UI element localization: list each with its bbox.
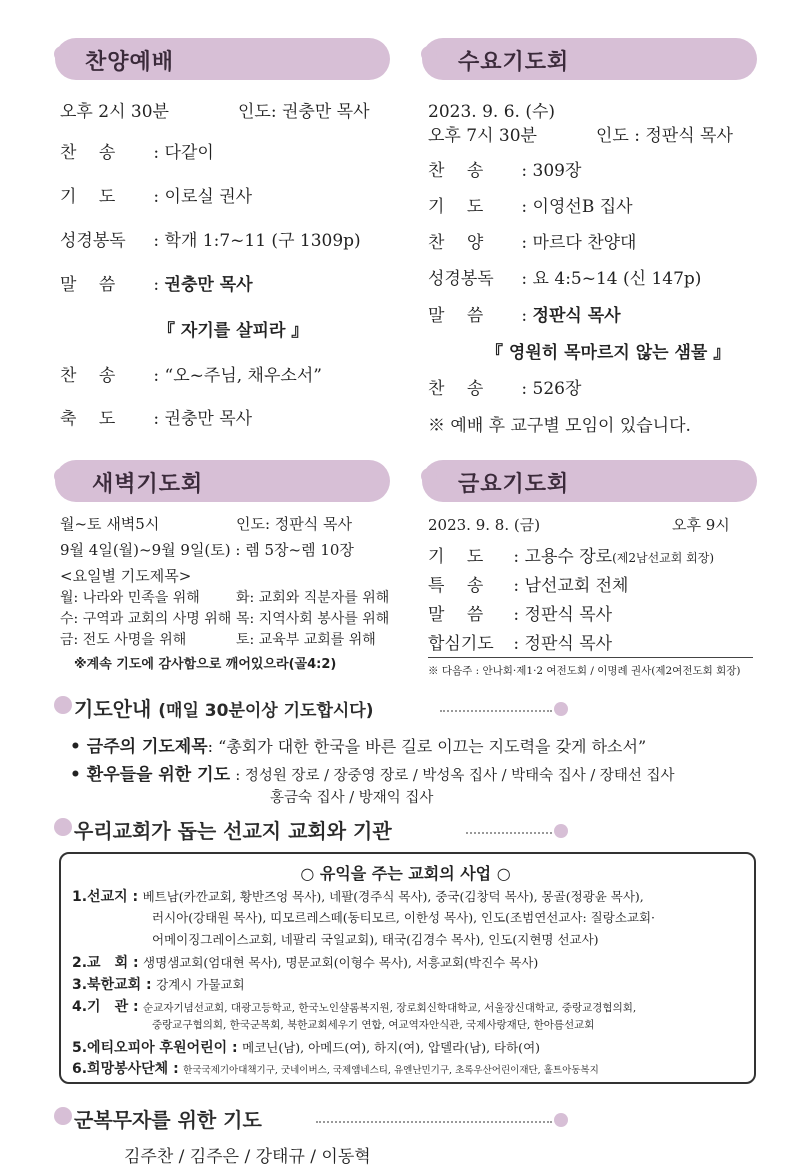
wednesday-sermon-title: 『 영원히 목마르지 않는 샘물 』 — [486, 343, 731, 363]
dawn-subtitle: <요일별 기도제목> — [60, 567, 192, 585]
dawn-item: 화: 교회와 직분자를 위해 — [236, 590, 390, 606]
missions-item: 5.에티오피아 후원어린이 : 메코닌(남), 아메드(여), 하지(여), 압델라(남), 타하(여) — [72, 1040, 541, 1056]
pill-dot — [54, 46, 70, 62]
friday-title: 금요기도회 — [458, 472, 570, 497]
dawn-item: 토: 교육부 교회를 위해 — [236, 632, 376, 648]
section-end-dot — [554, 824, 568, 838]
friday-row: 말 씀 : 정판식 목사 — [428, 605, 613, 625]
wednesday-row: 말 씀 : 정판식 목사 — [428, 306, 621, 326]
friday-note: ※ 다음주 : 안나회·제1·2 여전도회 / 이명례 권사(제2여전도회 회장) — [428, 665, 741, 677]
missions-item-line: 어메이징그레이스교회, 네팔리 국일교회), 태국(김경수 목사), 인도(지현명 선교사) — [152, 932, 599, 947]
friday-time: 오후 9시 — [672, 516, 730, 534]
dawn-dates: 9월 4일(월)~9월 9일(토) : 렘 5장~렘 10장 — [60, 541, 354, 559]
pill-dot — [421, 468, 437, 484]
dawn-verse: ※계속 기도에 감사함으로 깨어있으라(골4:2) — [74, 657, 337, 672]
worship-row: 찬 송 : “오~주님, 채우소서” — [60, 366, 322, 386]
friday-row: 기 도 : 고용수 장로(제2남선교회 회장) — [428, 547, 715, 567]
friday-row: 특 송 : 남선교회 전체 — [428, 576, 629, 596]
worship-row: 기 도 : 이로실 권사 — [60, 187, 253, 207]
wednesday-row: 성경봉독 : 요 4:5~14 (신 147p) — [428, 269, 702, 289]
military-names: 김주찬 / 김주은 / 강태규 / 이동혁 — [124, 1147, 371, 1167]
friday-row: 합심기도 : 정판식 목사 — [428, 634, 613, 654]
wednesday-row: 찬 양 : 마르다 찬양대 — [428, 233, 637, 253]
pill-dot — [54, 468, 70, 484]
prayer-item: • 금주의 기도제목: “총회가 대한 한국을 바른 길로 이끄는 지도력을 갖게 하소서” — [70, 737, 647, 757]
section-dot — [54, 1107, 72, 1125]
prayer-item-continuation: 홍금숙 집사 / 방재익 집사 — [270, 790, 434, 806]
dotted-leader — [440, 710, 552, 712]
worship-row: 성경봉독 : 학개 1:7~11 (구 1309p) — [60, 231, 361, 251]
worship-leader: 인도: 권충만 목사 — [238, 102, 370, 122]
worship-sermon-title: 『 자기를 살피라 』 — [158, 321, 309, 341]
missions-item: 6.희망봉사단체 : 한국국제기아대책기구, 굿네이버스, 국제앰네스티, 유엔난민기구, 초록우산어린이재단, 홀트아동복지 — [72, 1061, 599, 1077]
section-dot — [54, 696, 72, 714]
missions-item: 4.기 관 : 순교자기념선교회, 대광고등학교, 한국노인샬롬복지원, 장로회신학대학교, 서울장신대학교, 중랑교경협의회, — [72, 999, 637, 1015]
dawn-item: 금: 전도 사명을 위해 — [60, 632, 187, 648]
missions-item: 3.북한교회 : 강계시 가물교회 — [72, 977, 245, 993]
wednesday-leader: 인도 : 정판식 목사 — [596, 126, 733, 146]
wednesday-date: 2023. 9. 6. (수) — [428, 102, 556, 122]
missions-title: 우리교회가 돕는 선교지 교회와 기관 — [74, 819, 392, 843]
section-dot — [54, 818, 72, 836]
missions-item: 1.선교지 : 베트남(카깐교회, 황반즈엉 목사), 네팔(경주식 목사), 중국(김창덕 목사), 몽골(정광윤 목사), — [72, 889, 644, 905]
dawn-title: 새벽기도회 — [92, 472, 204, 497]
friday-divider — [428, 657, 753, 658]
worship-title: 찬양예배 — [85, 50, 175, 75]
wednesday-row: 찬 송 : 526장 — [428, 379, 582, 399]
worship-row: 축 도 : 권충만 목사 — [60, 409, 253, 429]
wednesday-row: 찬 송 : 309장 — [428, 161, 582, 181]
worship-row: 찬 송 : 다같이 — [60, 143, 214, 163]
dawn-item: 수: 구역과 교회의 사명 위해 — [60, 611, 232, 627]
worship-row: 말 씀 : 권충만 목사 — [60, 275, 253, 295]
dotted-leader — [466, 832, 552, 834]
prayer-item: • 환우들을 위한 기도 : 정성원 장로 / 장중영 장로 / 박성옥 집사 / 박태숙 집사 / 장태선 집사 — [70, 765, 675, 785]
missions-item-line: 러시아(강태원 목사), 띠모르레스떼(동티모르, 이한성 목사), 인도(조범연선교사: 질랑소교회· — [152, 910, 656, 925]
dawn-leader: 인도: 정판식 목사 — [236, 515, 353, 533]
missions-item: 2.교 회 : 생명샘교회(엄대현 목사), 명문교회(이형수 목사), 서흥교회(박진수 목사) — [72, 955, 539, 971]
pill-dot — [421, 46, 437, 62]
military-title: 군복무자를 위한 기도 — [74, 1108, 262, 1132]
wednesday-note: ※ 예배 후 교구별 모임이 있습니다. — [428, 416, 691, 436]
worship-time: 오후 2시 30분 — [60, 102, 169, 122]
missions-box-title: ○ 유익을 주는 교회의 사업 ○ — [300, 864, 511, 883]
wednesday-row: 기 도 : 이영선B 집사 — [428, 197, 633, 217]
dotted-leader — [316, 1121, 552, 1123]
dawn-item: 월: 나라와 민족을 위해 — [60, 590, 200, 606]
prayer-guide-title: 기도안내 (매일 30분이상 기도합시다) — [74, 697, 374, 721]
section-end-dot — [554, 702, 568, 716]
friday-date: 2023. 9. 8. (금) — [428, 516, 541, 534]
dawn-item: 목: 지역사회 봉사를 위해 — [236, 611, 390, 627]
wednesday-title: 수요기도회 — [458, 50, 570, 75]
wednesday-time: 오후 7시 30분 — [428, 126, 537, 146]
dawn-time: 월~토 새벽5시 — [60, 515, 160, 533]
section-end-dot — [554, 1113, 568, 1127]
missions-item-line: 중랑교구협의회, 한국군목회, 북한교회세우기 연합, 여교역자안식관, 국제사랑재단, 한아름선교회 — [152, 1019, 595, 1031]
